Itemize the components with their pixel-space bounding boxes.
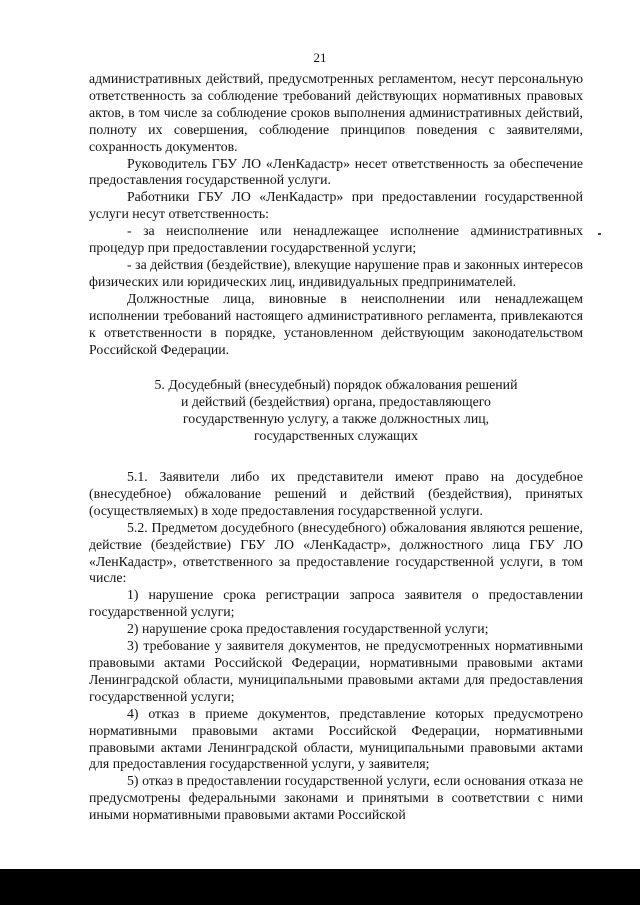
section-heading-line: государственную услугу, а также должностных лиц, [182, 411, 490, 427]
paragraph-5-1: 5.1. Заявители либо их представители имеют право на досудебное (внесудебное) обжалование решений и действий (бездействия), принятых (осуществляемых) в ходе предоставления государственной услуги. [89, 469, 583, 518]
document-body [89, 71, 583, 824]
scan-bottom-bar [0, 869, 640, 905]
paragraph-responsibility-intro: административных действий, предусмотренных регламентом, несут персональную ответственность за соблюдение требований действующих нормативных правовых актов, в том числе за соблюдение сроков выполнения административных действий, полноту их совершения, соблюдение принципов поведения с заявителями, сохранность документов. [89, 71, 583, 154]
section-heading [89, 377, 583, 445]
list-item-4: 4) отказ в приеме документов, представление которых предусмотрено нормативными правовыми актами Российской Федерации, нормативными правовыми актами Ленинградской области, муниципальными правовыми актами для предоставления государственной услуги, у заявителя; [89, 705, 583, 772]
paragraph-officials-liability: Должностные лица, виновные в неисполнении или ненадлежащем исполнении требований настоящего административного регламента, привлекаются к ответственности в порядке, установленном действующим законодательством Российской Федерации. [89, 290, 583, 357]
paragraphs-top [89, 71, 583, 358]
list-item-5: 5) отказ в предоставлении государственной услуги, если основания отказа не предусмотрены федеральными законами и принятыми в соответствии с ними иными нормативными правовыми актами Российской [89, 773, 583, 823]
list-item-actions-violation: - за действия (бездействие), влекущие нарушение прав и законных интересов физических или юридических лиц, индивидуальных предпринимателей. [89, 256, 583, 289]
section-heading-line: 5. Досудебный (внесудебный) порядок обжалования решений [154, 377, 518, 393]
paragraph-5-2: 5.2. Предметом досудебного (внесудебного) обжалования являются решение, действие (бездействие) ГБУ ЛО «ЛенКадастр», должностного лица ГБУ ЛО «ЛенКадастр», ответственного за предоставление государственной услуги, в том числе: [89, 519, 583, 586]
paragraph-head-responsibility: Руководитель ГБУ ЛО «ЛенКадастр» несет ответственность за обеспечение предоставления государственной услуги. [89, 155, 583, 188]
list-item-3: 3) требование у заявителя документов, не предусмотренных нормативными правовыми актами Российской Федерации, нормативными правовыми актами Ленинградской области, муниципальными правовыми актами для предоставления государственной услуги; [89, 638, 583, 704]
list-item-2: 2) нарушение срока предоставления государственной услуги; [127, 621, 489, 637]
paragraph-employees-responsibility: Работники ГБУ ЛО «ЛенКадастр» при предоставлении государственной услуги несут ответственность: [89, 189, 583, 222]
section-heading-line: и действий (бездействия) органа, предоставляющего [181, 394, 491, 410]
scan-artifact [598, 233, 601, 235]
paragraphs-bottom [89, 469, 583, 824]
section-heading-line: государственных служащих [254, 428, 418, 444]
list-item-1: 1) нарушение срока регистрации запроса заявителя о предоставлении государственной услуги; [89, 587, 583, 620]
page-number: 21 [313, 50, 327, 65]
list-item-nonperformance: - за неисполнение или ненадлежащее исполнение административных процедур при предоставлении государственной услуги; [89, 223, 583, 256]
